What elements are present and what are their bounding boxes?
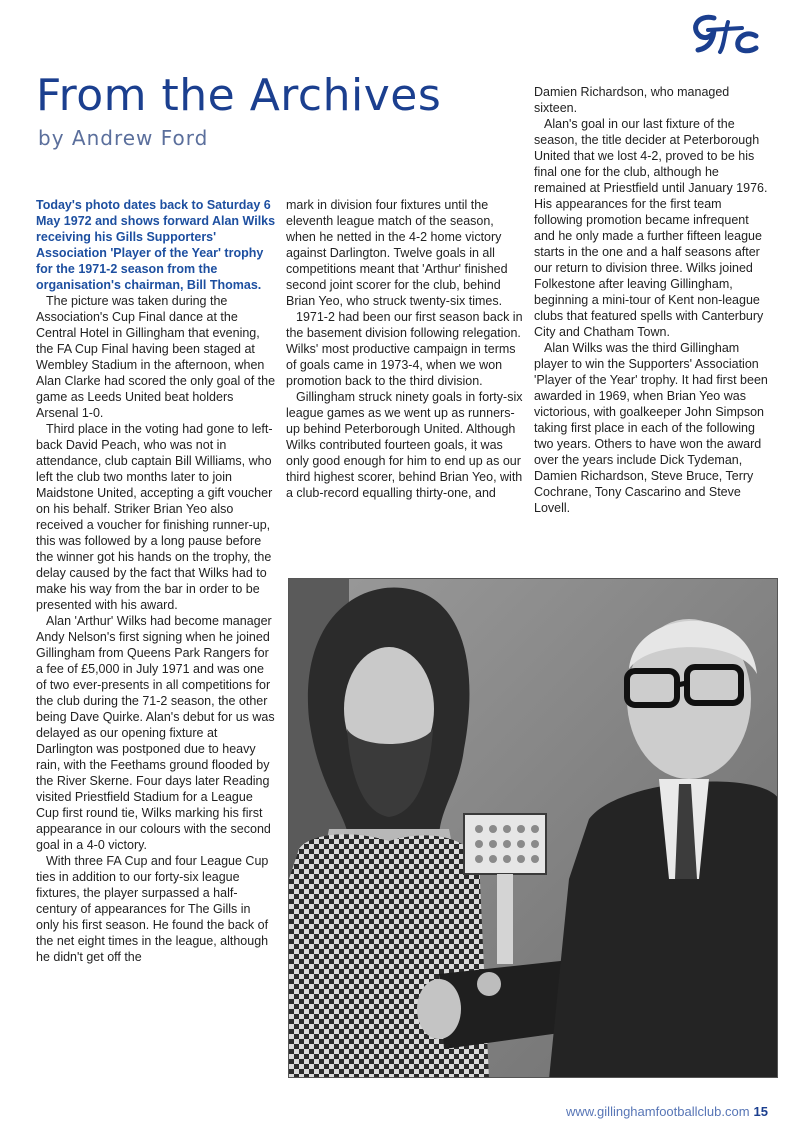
page-number: 15: [753, 1104, 768, 1119]
paragraph: Gillingham struck ninety goals in forty-six league games as we went up as runners-up behind Peterborough United. Although Wilks contributed fourteen goals, it was only good enough for him to end up as our third highest scorer, behind Brian Yeo, with a club-record equalling thirty-one, and: [286, 390, 523, 500]
lead-paragraph: Today's photo dates back to Saturday 6 May 1972 and shows forward Alan Wilks receiving his Gills Supporters' Association 'Player of the Year' trophy for the 1971-2 season from the organisation's chairman, Bill Thomas.: [36, 198, 276, 292]
author-byline: by Andrew Ford: [38, 126, 209, 150]
page-title: From the Archives: [36, 70, 442, 121]
article-column-2: [286, 197, 526, 501]
paragraph: With three FA Cup and four League Cup ties in addition to our forty-six league fixtures, the player surpassed a half-century of appearances for The Gills in only his first season. He found the back of the net eight times in the league, although he didn't get off the: [36, 854, 269, 964]
paragraph: Damien Richardson, who managed sixteen.: [534, 85, 730, 115]
paragraph: Alan Wilks was the third Gillingham player to win the Supporters' Association 'Player of the Year' trophy. It had first been awarded in 1969, when Brian Yeo was victorious, with goalkeeper John Simpson taking first place in each of the following two years. Others to have won the award over the years include Dick Tydeman, Damien Richardson, Steve Bruce, Terry Cochrane, Tony Cascarino and Steve Lovell.: [534, 341, 768, 515]
archive-photo: [288, 578, 778, 1078]
paragraph: Alan's goal in our last fixture of the season, the title decider at Peterborough United that we lost 4-2, proved to be his final one for the club, although he remained at Priestfield until January 1976. His appearances for the first team following promotion became infrequent and he only made a further fifteen league starts in the one and a half seasons after our return to division three. Wilks joined Folkestone after leaving Gillingham, beginning a mini-tour of Kent non-league clubs that featured spells with Canterbury City and Chatham Town.: [534, 117, 768, 339]
paragraph: 1971-2 had been our first season back in the basement division following relegation. Wilks' most productive campaign in terms of goals came in 1973-4, when we won promotion back to the third division.: [286, 310, 523, 388]
article-column-3: [534, 84, 772, 516]
paragraph: The picture was taken during the Association's Cup Final dance at the Central Hotel in Gillingham that evening, the FA Cup Final having been staged at Wembley Stadium in the afternoon, when Alan Clarke had scored the only goal of the game as Leeds United beat holders Arsenal 1-0.: [36, 294, 276, 420]
paragraph: Alan 'Arthur' Wilks had become manager Andy Nelson's first signing when he joined Gillingham from Queens Park Rangers for a fee of £5,000 in July 1971 and was one of two ever-presents in all competitions for the club during the 71-2 season, the other being Dave Quirke. Alan's debut for us was delayed as our opening fixture at Darlington was postponed due to heavy rain, with the Feethams ground flooded by the River Skerne. Four days later Reading visited Priestfield Stadium for a League Cup first round tie, Wilks marking his first appearance in our colours with the second goal in a 4-0 victory.: [36, 614, 275, 852]
website-link[interactable]: www.gillinghamfootballclub.com: [566, 1104, 750, 1119]
article-column-1: [36, 197, 276, 965]
gfc-monogram-logo: [684, 8, 760, 56]
footer: [566, 1104, 768, 1119]
paragraph: mark in division four fixtures until the eleventh league match of the season, when he netted in the 4-2 home victory against Darlington. Twelve goals in all competitions meant that 'Arthur' finished second joint scorer for the club, behind Brian Yeo, who struck twenty-six times.: [286, 198, 508, 308]
paragraph: Third place in the voting had gone to left-back David Peach, who was not in attendance, club captain Bill Williams, who left the club two months later to join Maidstone United, accepting a gift voucher on his behalf. Striker Brian Yeo also received a voucher for finishing runner-up, this was followed by a long pause before the winner got his hands on the trophy, the delay caused by the fact that Wilks had to make his way from the bar in order to be presented with his award.: [36, 422, 273, 612]
